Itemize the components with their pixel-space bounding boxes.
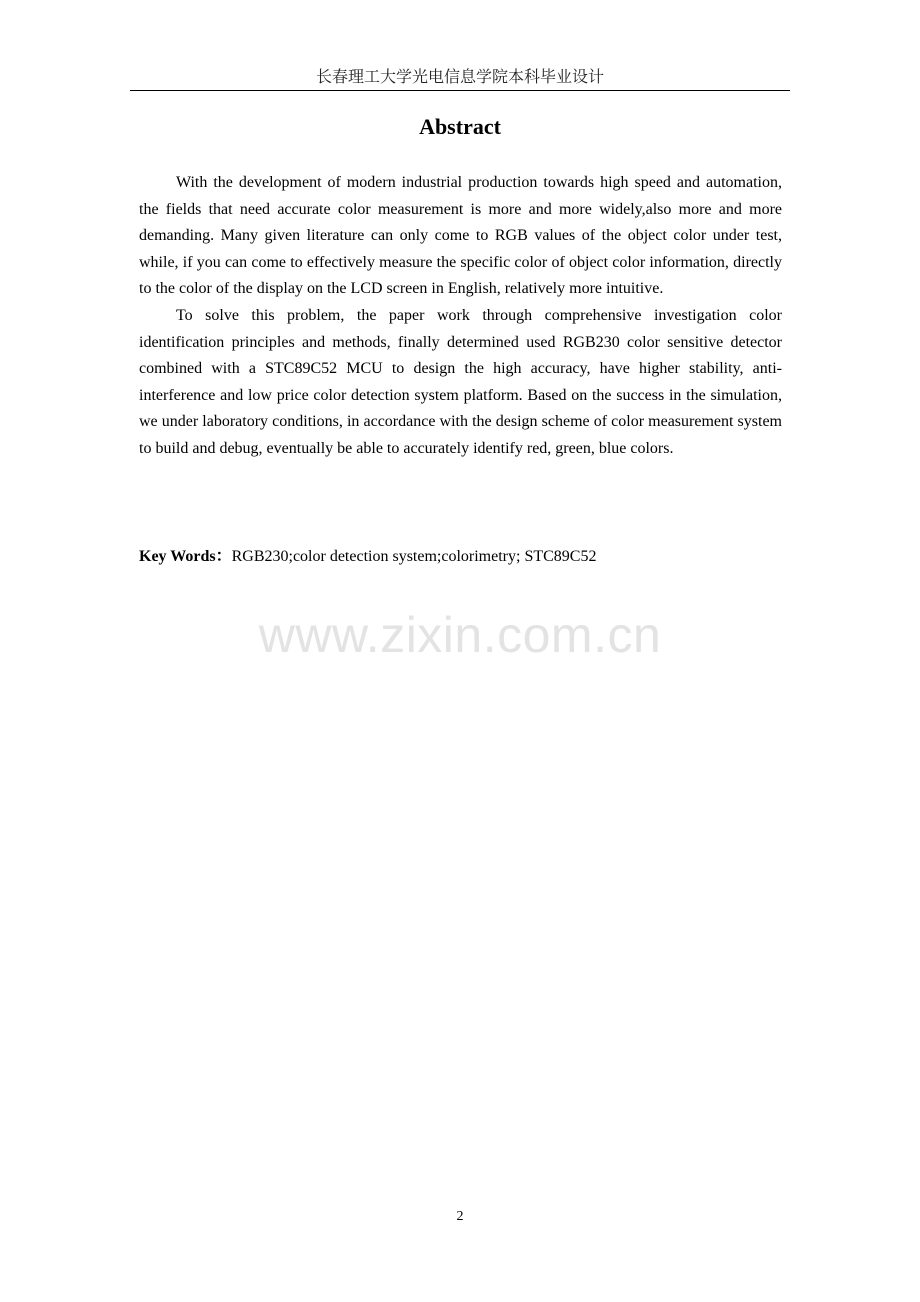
watermark: www.zixin.com.cn	[258, 607, 662, 663]
page-number: 2	[456, 1209, 464, 1224]
abstract-paragraph-2: To solve this problem, the paper work through comprehensive investigation color identification principles and methods, finally determined used RGB230 color sensitive detector combined with a STC89C52 MCU to design the high accuracy, have higher stability, anti-interference and low price color detection system platform. Based on the success in the simulation, we under laboratory conditions, in accordance with the design scheme of color measurement system to build and debug, eventually be able to accurately identify red, green, blue colors.	[139, 306, 782, 457]
abstract-body	[139, 170, 782, 463]
running-header: 长春理工大学光电信息学院本科毕业设计	[315, 67, 604, 86]
keywords-line	[139, 544, 782, 570]
abstract-title: Abstract	[419, 114, 501, 139]
header-rule	[130, 90, 790, 91]
abstract-paragraph-1: With the development of modern industrial production towards high speed and automation, the fields that need accurate color measurement is more and more widely,also more and more demanding. Many given literature can only come to RGB values of the object color under test, while, if you can come to effectively measure the specific color of object color information, directly to the color of the display on the LCD screen in English, relatively more intuitive.	[139, 174, 782, 298]
keywords-text: RGB230;color detection system;colorimetry; STC89C52	[231, 548, 597, 565]
keywords-label: Key Words：	[139, 548, 232, 565]
